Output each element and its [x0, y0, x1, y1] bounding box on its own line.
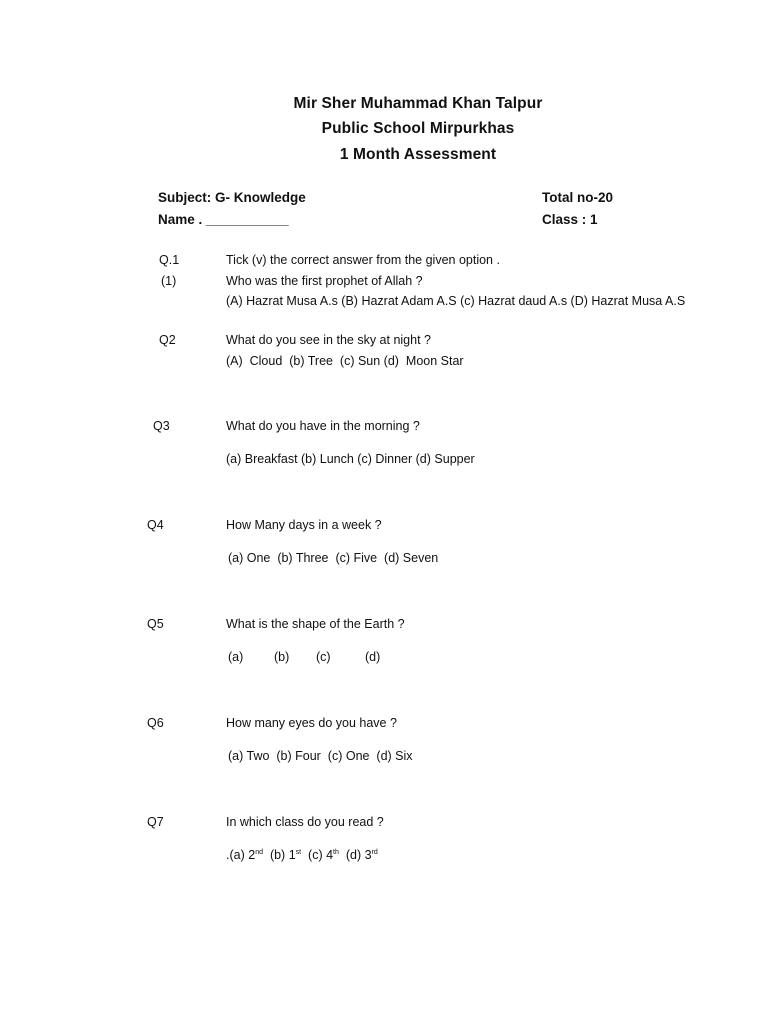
q7-option-d: (d) 3rd: [345, 848, 378, 862]
q7-option-b: (b) 1st: [269, 848, 302, 862]
q4-number: Q4: [147, 518, 164, 532]
q5-option-a: (a): [228, 650, 244, 664]
total-marks: Total no-20: [542, 190, 614, 205]
q4-text: How Many days in a week ?: [226, 518, 382, 532]
name-field: Name . ___________: [158, 212, 289, 227]
q7-number: Q7: [147, 815, 164, 829]
q1-instruction: Tick (v) the correct answer from the given option .: [226, 253, 500, 267]
q4-options: (a) One (b) Three (c) Five (d) Seven: [228, 551, 439, 565]
q1-sub-number: (1): [161, 274, 177, 288]
class-label: Class : 1: [542, 212, 598, 227]
school-name: Mir Sher Muhammad Khan Talpur: [293, 95, 543, 112]
q5-number: Q5: [147, 617, 164, 631]
q7-options: [226, 848, 378, 862]
school-location: Public School Mirpurkhas: [321, 120, 515, 137]
q5-text: What is the shape of the Earth ?: [226, 617, 405, 631]
q5-option-d: (d): [365, 650, 381, 664]
q6-number: Q6: [147, 716, 164, 730]
q2-options: (A) Cloud (b) Tree (c) Sun (d) Moon Star: [226, 354, 464, 368]
q3-text: What do you have in the morning ?: [226, 419, 420, 433]
q6-text: How many eyes do you have ?: [226, 716, 397, 730]
q1-number: Q.1: [159, 253, 180, 267]
q1-text: Who was the first prophet of Allah ?: [226, 274, 423, 288]
subject-label: Subject: G- Knowledge: [158, 190, 306, 205]
q6-options: (a) Two (b) Four (c) One (d) Six: [228, 749, 413, 763]
q5-option-c: (c): [316, 650, 331, 664]
q7-option-a-suffix: nd: [255, 848, 263, 856]
q7-text: In which class do you read ?: [226, 815, 384, 829]
q7-option-b-suffix: st: [295, 848, 302, 856]
q7-option-a: .(a) 2nd: [226, 848, 263, 862]
assessment-title: 1 Month Assessment: [339, 146, 497, 163]
q2-number: Q2: [159, 333, 176, 347]
q5-option-b: (b): [274, 650, 290, 664]
q3-number: Q3: [153, 419, 170, 433]
q7-option-c-suffix: th: [333, 848, 339, 856]
q2-text: What do you see in the sky at night ?: [226, 333, 431, 347]
q7-option-d-suffix: rd: [371, 848, 378, 856]
q1-options: (A) Hazrat Musa A.s (B) Hazrat Adam A.S (c) Hazrat daud A.s (D) Hazrat Musa A.S: [226, 294, 686, 308]
q7-option-c: (c) 4th: [308, 848, 339, 862]
q3-options: (a) Breakfast (b) Lunch (c) Dinner (d) Supper: [226, 452, 475, 466]
